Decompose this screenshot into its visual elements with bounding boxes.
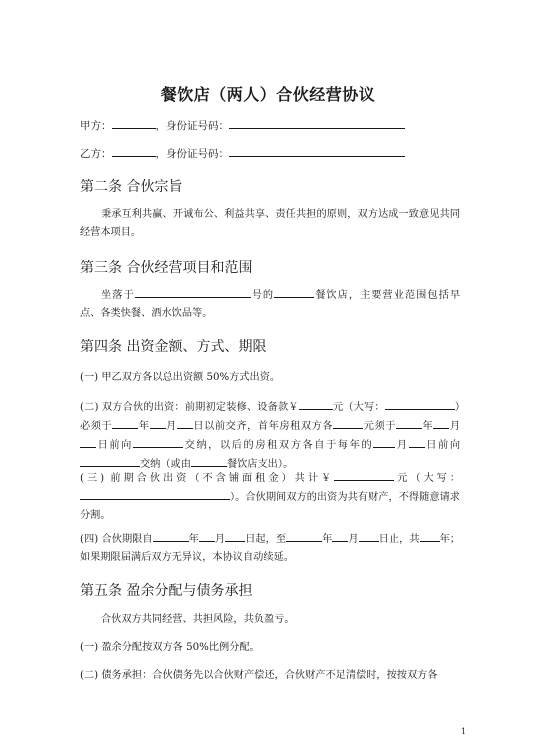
clause-4-text: 月 [214, 534, 226, 545]
clause-4-text: (四) 合伙期限自 [80, 534, 153, 545]
clause-3-text: 元（大写： [394, 473, 461, 484]
party-b-label: 乙方： [80, 148, 112, 160]
amount-words-blank [80, 488, 230, 500]
article-2-heading: 第二条 合伙宗旨 [80, 179, 183, 195]
day-blank [359, 530, 379, 542]
clause-4-text: 日止，共 [378, 534, 420, 545]
day-blank [225, 530, 245, 542]
clause-3-text: (三) 前期合伙出资（不含铺面租金）共计￥ [80, 473, 335, 484]
article-3-text-a: 坐落于 [101, 290, 135, 301]
payer-blank [191, 455, 227, 467]
party-a-label: 甲方： [80, 120, 112, 132]
month-blank [150, 417, 166, 429]
clause-2-text: 交纳（或由 [140, 459, 191, 470]
clause-2-text: 年 [138, 421, 150, 432]
article-4-clause-1: (一) 甲乙双方各以总出资额 50%方式出资。 [80, 372, 281, 383]
article-5-clause-1: (一) 盈余分配按双方各 50%比例分配。 [80, 642, 260, 653]
year-blank [112, 417, 138, 429]
article-4-clause-4 [80, 530, 460, 567]
article-2-body: 秉承互利共赢、开诚布公、利益共享、责任共担的原则，双方达成一致意见共同经营本项目。 [80, 209, 460, 238]
clause-4-text: 年 [188, 534, 199, 545]
rent-blank [333, 417, 363, 429]
party-b-id-label: ，身份证号码： [155, 148, 229, 160]
month-blank [332, 530, 348, 542]
party-a-line [80, 117, 405, 133]
day-blank [80, 436, 96, 448]
address-blank [135, 286, 251, 298]
clause-2-text: 元须于 [363, 421, 396, 432]
article-4-clause-2 [80, 398, 460, 474]
party-a-id-label: ，身份证号码： [155, 120, 229, 132]
day-blank [177, 417, 193, 429]
clause-2-text: 交纳，以后的房租双方各自于每年的 [182, 440, 374, 451]
article-5-clause-2: (二) 债务承担：合伙债务先以合伙财产偿还，合伙财产不足清偿时，按按双方各 [80, 670, 438, 681]
clause-2-text: ）必须于 [80, 402, 461, 432]
article-3-text-c: 餐饮店，主要营业范围包括早点、各类快餐、酒水饮品等。 [80, 290, 461, 319]
clause-2-text: 元（大写： [332, 402, 385, 413]
clause-4-text: 年；如果期限届满后双方无异议，本协议自动续延。 [80, 534, 461, 563]
year-blank [153, 530, 189, 542]
store-name-blank [274, 286, 314, 298]
clause-3-text: ）。合伙期间双方的出资为共有财产，不得随意请求分割。 [80, 492, 460, 521]
article-3-body [80, 286, 460, 323]
party-b-name-blank [112, 145, 156, 157]
clause-2-text: (二) 双方合伙的出资：前期初定装修、设备款￥ [80, 402, 299, 413]
clause-2-text: 日前向 [96, 440, 133, 451]
article-3-text-b: 号的 [250, 290, 275, 301]
payee-blank [80, 455, 140, 467]
clause-4-text: 月 [348, 534, 359, 545]
clause-2-text: 月 [449, 421, 461, 432]
article-5-heading: 第五条 盈余分配与债务承担 [80, 583, 253, 599]
years-count-blank [420, 530, 440, 542]
month-blank [433, 417, 449, 429]
amount-blank [334, 469, 394, 481]
amount-blank [299, 398, 333, 410]
year-blank [286, 530, 322, 542]
page-title: 餐饮店（两人）合伙经营协议 [160, 85, 376, 104]
article-4-heading: 第四条 出资金额、方式、期限 [80, 339, 267, 355]
article-4-clause-3 [80, 469, 460, 525]
day-blank [409, 436, 425, 448]
party-b-id-blank [229, 145, 405, 157]
clause-4-text: 年 [322, 534, 333, 545]
amount-words-blank [385, 398, 455, 410]
clause-2-text: 日前向 [424, 440, 461, 451]
month-blank [373, 436, 395, 448]
clause-2-text: 月 [395, 440, 409, 451]
clause-4-text: 日起，至 [245, 534, 287, 545]
party-a-id-blank [229, 117, 405, 129]
clause-2-text: 年 [421, 421, 434, 432]
year-blank [396, 417, 422, 429]
clause-2-text: 日以前交齐，首年房租双方各 [192, 421, 334, 432]
clause-2-text: 餐饮店支出）。 [226, 459, 294, 470]
party-b-line [80, 145, 405, 161]
month-blank [199, 530, 215, 542]
article-5-body: 合伙双方共同经营、共担风险，共负盈亏。 [101, 614, 295, 625]
clause-2-text: 月 [165, 421, 177, 432]
page-number: 1 [460, 727, 466, 736]
party-a-name-blank [112, 117, 156, 129]
payee-blank [133, 436, 183, 448]
article-3-heading: 第三条 合伙经营项目和范围 [80, 260, 253, 276]
